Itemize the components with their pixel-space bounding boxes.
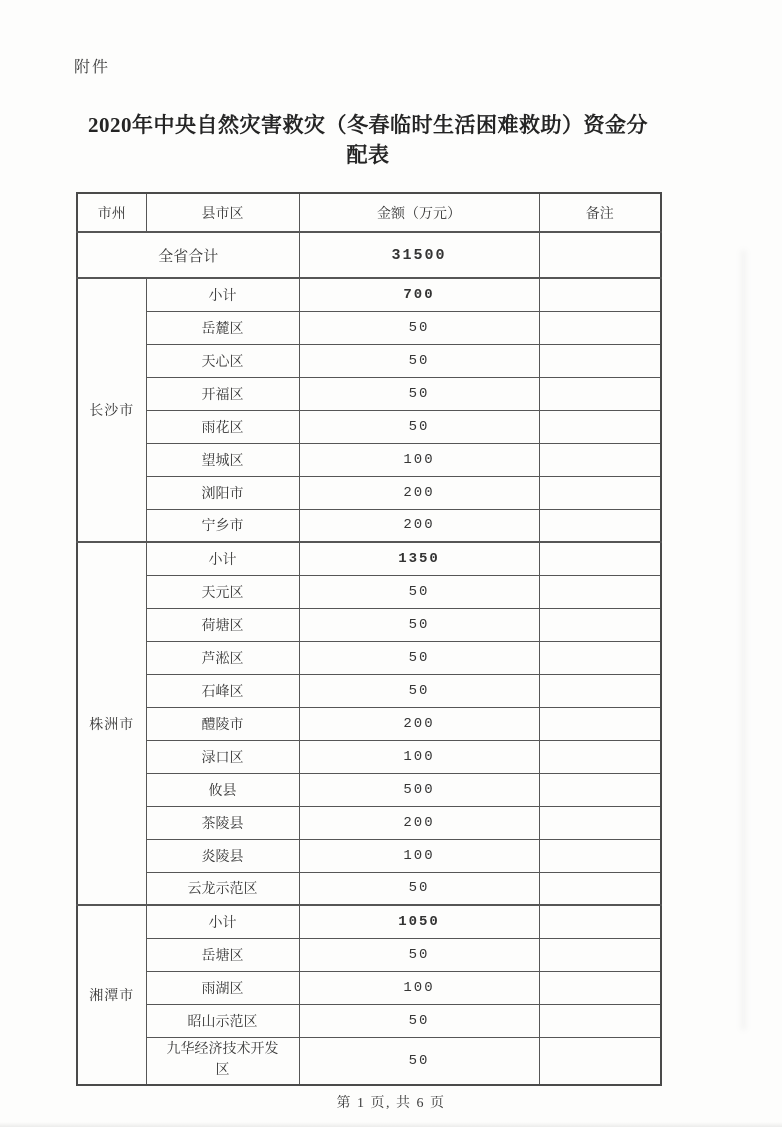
city-cell: 株洲市: [77, 542, 146, 905]
amount-cell: 700: [299, 278, 539, 311]
remark-cell: [539, 938, 661, 971]
district-cell: [146, 410, 299, 443]
remark-cell: [539, 971, 661, 1004]
amount-cell: 100: [299, 971, 539, 1004]
district-cell: [146, 1037, 299, 1085]
district-cell: [146, 542, 299, 575]
attachment-label: 附件: [74, 59, 111, 76]
district-cell: [146, 311, 299, 344]
remark-cell: [539, 542, 661, 575]
district-cell: [146, 278, 299, 311]
amount-cell: 50: [299, 608, 539, 641]
remark-cell: [539, 311, 661, 344]
district-cell: [146, 641, 299, 674]
district-cell: [146, 806, 299, 839]
table-row: [77, 344, 661, 377]
table-row: [77, 608, 661, 641]
amount-cell: 1350: [299, 542, 539, 575]
title-line-2: 配表: [346, 143, 390, 167]
remark-cell: [539, 773, 661, 806]
district-cell: [146, 938, 299, 971]
table-row: [77, 938, 661, 971]
district-label: 小计: [208, 288, 237, 304]
header-row: [77, 193, 661, 232]
district-cell: [146, 740, 299, 773]
table-row: [77, 542, 661, 575]
remark-cell: [539, 476, 661, 509]
scan-artifact: [0, 1122, 782, 1127]
district-cell: [146, 707, 299, 740]
table-row: [77, 377, 661, 410]
remark-cell: [539, 410, 661, 443]
table-row: [77, 740, 661, 773]
district-label: 昭山示范区: [187, 1014, 258, 1030]
table-row: [77, 872, 661, 905]
remark-cell: [539, 740, 661, 773]
amount-cell: 50: [299, 1037, 539, 1085]
remark-cell: [539, 575, 661, 608]
amount-cell: 50: [299, 410, 539, 443]
table-row: [77, 278, 661, 311]
city-cell: 长沙市: [77, 278, 146, 542]
remark-cell: [539, 443, 661, 476]
amount-cell: 1050: [299, 905, 539, 938]
district-label: 芦淞区: [201, 651, 244, 667]
remark-cell: [539, 1004, 661, 1037]
table-row: [77, 674, 661, 707]
table-row: [77, 509, 661, 542]
remark-cell: [539, 232, 661, 278]
amount-cell: 100: [299, 839, 539, 872]
table-row: [77, 905, 661, 938]
allocation-table: [76, 192, 662, 1086]
district-label: 茶陵县: [201, 816, 244, 832]
amount-cell: 50: [299, 575, 539, 608]
district-cell: [146, 839, 299, 872]
district-label: 攸县: [208, 783, 237, 799]
table-row: [77, 641, 661, 674]
page-number: 第 1 页, 共 6 页: [336, 1096, 446, 1111]
district-cell: [146, 674, 299, 707]
district-label: 雨湖区: [201, 981, 244, 997]
district-label: 炎陵县: [201, 849, 244, 865]
remark-cell: [539, 806, 661, 839]
city-cell: 湘潭市: [77, 905, 146, 1085]
amount-cell: 50: [299, 641, 539, 674]
district-cell: [146, 872, 299, 905]
district-cell: [146, 443, 299, 476]
remark-cell: [539, 509, 661, 542]
amount-cell: 50: [299, 344, 539, 377]
amount-cell: 100: [299, 443, 539, 476]
district-label: 浏阳市: [201, 486, 244, 502]
amount-cell: 50: [299, 872, 539, 905]
table-row: [77, 707, 661, 740]
district-cell: [146, 377, 299, 410]
district-label: 小计: [208, 552, 237, 568]
table-row: [77, 806, 661, 839]
header-cell: 金额（万元）: [299, 193, 539, 232]
amount-cell: 200: [299, 476, 539, 509]
district-label: 岳塘区: [201, 948, 244, 964]
table-row: [77, 773, 661, 806]
header-cell: 市州: [77, 193, 146, 232]
amount-cell: 50: [299, 1004, 539, 1037]
scan-artifact: [741, 250, 746, 1030]
district-cell: [146, 773, 299, 806]
district-cell: [146, 1004, 299, 1037]
remark-cell: [539, 608, 661, 641]
district-label: 石峰区: [201, 684, 244, 700]
amount-cell: 50: [299, 674, 539, 707]
table-row: [77, 443, 661, 476]
district-label: 天元区: [201, 585, 244, 601]
district-label: 小计: [208, 915, 237, 931]
province-total-amount: 31500: [299, 232, 539, 278]
table-row: [77, 311, 661, 344]
amount-cell: 50: [299, 938, 539, 971]
remark-cell: [539, 377, 661, 410]
title-line-1: 2020年中央自然灾害救灾（冬春临时生活困难救助）资金分: [88, 113, 648, 137]
remark-cell: [539, 707, 661, 740]
table-row: [77, 1037, 661, 1085]
document-title: [76, 110, 660, 170]
remark-cell: [539, 839, 661, 872]
table-row: [77, 971, 661, 1004]
remark-cell: [539, 872, 661, 905]
remark-cell: [539, 905, 661, 938]
district-label: 开福区: [201, 387, 244, 403]
table-row: [77, 410, 661, 443]
table-row: [77, 1004, 661, 1037]
district-cell: [146, 905, 299, 938]
district-cell: [146, 509, 299, 542]
district-label: 雨花区: [201, 420, 244, 436]
province-total-label: 全省合计: [77, 232, 299, 278]
remark-cell: [539, 344, 661, 377]
remark-cell: [539, 641, 661, 674]
table-row: [77, 575, 661, 608]
amount-cell: 200: [299, 707, 539, 740]
district-label: 醴陵市: [201, 717, 244, 733]
amount-cell: 200: [299, 806, 539, 839]
district-label: 望城区: [201, 453, 244, 469]
amount-cell: 500: [299, 773, 539, 806]
district-label: 云龙示范区: [187, 882, 258, 898]
table-row: [77, 839, 661, 872]
district-label: 天心区: [201, 354, 244, 370]
header-cell: 备注: [539, 193, 661, 232]
district-cell: [146, 476, 299, 509]
district-label: 荷塘区: [201, 618, 244, 634]
remark-cell: [539, 1037, 661, 1085]
district-label: 岳麓区: [201, 321, 244, 337]
amount-cell: 100: [299, 740, 539, 773]
district-label: 九华经济技术开发区: [166, 1042, 279, 1078]
district-cell: [146, 608, 299, 641]
amount-cell: 50: [299, 311, 539, 344]
district-label: 宁乡市: [201, 519, 244, 535]
district-label: 渌口区: [201, 750, 244, 766]
remark-cell: [539, 278, 661, 311]
district-cell: [146, 575, 299, 608]
district-cell: [146, 344, 299, 377]
header-cell: 县市区: [146, 193, 299, 232]
table-row: [77, 476, 661, 509]
province-total-row: [77, 232, 661, 278]
amount-cell: 50: [299, 377, 539, 410]
remark-cell: [539, 674, 661, 707]
district-cell: [146, 971, 299, 1004]
amount-cell: 200: [299, 509, 539, 542]
